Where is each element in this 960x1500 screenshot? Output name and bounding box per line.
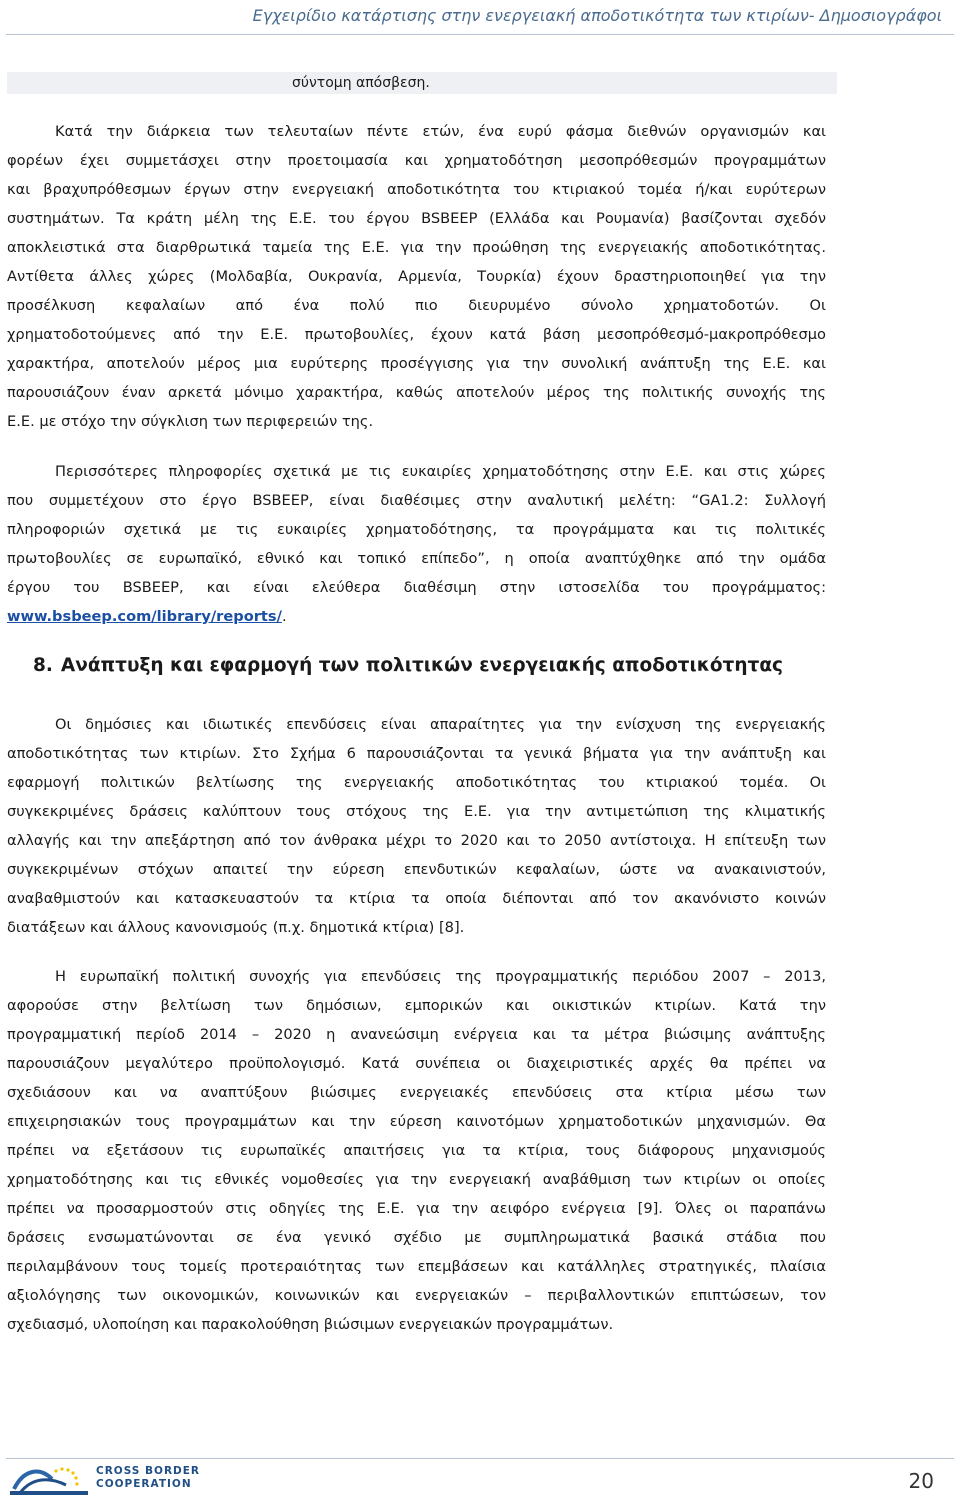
text-line: δράσεις ενσωματώνονται σε ένα γενικό σχέδιο με συμπληρωματικά βασικά στάδια που (7, 1229, 826, 1246)
header-title: Εγχειρίδιο κατάρτισης στην ενεργειακή αποδοτικότητα των κτιρίων- Δημοσιογράφοι (252, 6, 942, 25)
text-line: Η ευρωπαϊκή πολιτική συνοχής για επενδύσεις της προγραμματικής περιόδου 2007 – 2013, (55, 968, 826, 985)
text-line: αλλαγής και την απεξάρτηση από τον άνθρακα μέχρι το 2020 και το 2050 αντίστοιχα. Η επίτευξη των (7, 832, 826, 849)
text-line: Περισσότερες πληροφορίες σχετικά με τις ευκαιρίες χρηματοδότησης στην Ε.Ε. και στις χώρες (55, 463, 826, 480)
text-line: αξιολόγησης των οικονομικών, κοινωνικών και ενεργειακών – περιβαλλοντικών επιπτώσεων, τον (7, 1287, 826, 1304)
text-line: αναβαθμιστούν και κατασκευαστούν τα κτίρια τα οποία διέπονται από τον ακανόνιστο κοινών (7, 890, 826, 907)
text-line: πρωτοβουλίες σε ευρωπαϊκό, εθνικό και τοπικό επίπεδο”, η οποία αναπτύχθηκε από την ομάδα (7, 550, 826, 567)
text-line: έργου του BSBEEP, και είναι ελεύθερα διαθέσιμη στην ιστοσελίδα του προγράμματος: (7, 579, 826, 596)
paragraph-3 (7, 710, 826, 942)
text-line: συγκεκριμένες δράσεις καλύπτουν τους στόχους της Ε.Ε. για την αντιμετώπιση της κλιματικής (7, 803, 826, 820)
footer-brand-line1: CROSS BORDER (96, 1465, 201, 1477)
text-line: περιλαμβάνουν τους τομείς προτεραιότητας των επεμβάσεων και κατάλληλες στρατηγικές, πλαίσια (7, 1258, 826, 1275)
text-line: προσέλκυση κεφαλαίων από ένα πολύ πιο διευρυμένο σύνολο χρηματοδοτών. Οι (7, 297, 826, 314)
page-number: 20 (908, 1469, 934, 1493)
text-line: παρουσιάζουν έναν αρκετά μόνιμο χαρακτήρα, καθώς αποτελούν μέρος της πολιτικής συνοχής της (7, 384, 826, 401)
section-heading (33, 655, 783, 676)
text-line: συγκεκριμένων στόχων απαιτεί την εύρεση επενδυτικών κεφαλαίων, ώστε να ανακαινιστούν, (7, 861, 826, 878)
text-line: αφορούσε στην βελτίωση των δημόσιων, εμπορικών και οικιστικών κτιρίων. Κατά την (7, 997, 826, 1014)
text-line: διατάξεων και άλλους κανονισμούς (π.χ. δημοτικά κτίρια) [8]. (7, 919, 465, 936)
text-line: σχεδιασμό, υλοποίηση και παρακολούθηση βιώσιμων ενεργειακών προγραμμάτων. (7, 1316, 614, 1333)
text-line: συστημάτων. Τα κράτη μέλη της Ε.Ε. του έργου BSBEEP (Ελλάδα και Ρουμανία) βασίζονται σχεδόν (7, 210, 826, 227)
text-line: προγραμματική περίοδ 2014 – 2020 η ανανεώσιμη ενέργεια και τα μέτρα βιώσιμης ανάπτυξης (7, 1026, 826, 1043)
text-line: πληροφοριών σχετικά με τις ευκαιρίες χρηματοδότησης, τα προγράμματα και τις πολιτικές (7, 521, 826, 538)
section-number: 8. (33, 655, 53, 676)
text-line: αποδοτικότητας των κτιρίων. Στο Σχήμα 6 παρουσιάζονται τα γενικά βήματα για την ανάπτυξη και (7, 745, 826, 762)
text-line: επιχειρησιακών τους προγραμμάτων και την εύρεση καινοτόμων χρηματοδοτικών μηχανισμών. Θα (7, 1113, 826, 1130)
footer (6, 1463, 954, 1497)
header-divider (6, 34, 954, 35)
section-title: Ανάπτυξη και εφαρμογή των πολιτικών ενεργειακής αποδοτικότητας (60, 655, 784, 676)
text-line (7, 602, 826, 631)
text-line: Οι δημόσιες και ιδιωτικές επενδύσεις είναι απαραίτητες για την ενίσχυση της ενεργειακής (55, 716, 826, 733)
text-line: Αντίθετα άλλες χώρες (Μολδαβία, Ουκρανία, Αρμενία, Τουρκία) έχουν δραστηριοποιηθεί για την (7, 268, 826, 285)
text-line: πρέπει να εξετάσουν τις ευρωπαϊκές απαιτήσεις για τα κτίρια, τους διάφορους μηχανισμούς (7, 1142, 826, 1159)
snippet-text: σύντομη απόσβεση. (292, 75, 430, 91)
text-line: εφαρμογή πολιτικών βελτίωσης της ενεργειακής αποδοτικότητας του κτιριακού τομέα. Οι (7, 774, 826, 791)
text-line: Κατά την διάρκεια των τελευταίων πέντε ετών, ένα ευρύ φάσμα διεθνών οργανισμών και (55, 123, 826, 140)
paragraph-2 (7, 457, 826, 631)
paragraph-1 (7, 117, 826, 436)
text-line: Ε.Ε. με στόχο την σύγκλιση των περιφερειών της. (7, 413, 374, 430)
text-line: παρουσιάζουν μεγαλύτερο προϋπολογισμό. Κατά συνέπεια οι διαχειριστικές αρχές θα πρέπει να (7, 1055, 826, 1072)
footer-brand (96, 1465, 236, 1495)
text-line: χαρακτήρα, αποτελούν μέρος μια ευρύτερης προσέγγισης για την συνολική ανάπτυξη της Ε.Ε. και (7, 355, 826, 372)
text-line: χρηματοδότησης και τις εθνικές νομοθεσίες για την ενεργειακή αναβάθμιση των κτιρίων οι οποίες (7, 1171, 826, 1188)
text-line: που συμμετέχουν στο έργο BSBEEP, είναι διαθέσιμες στην αναλυτική μελέτη: “GA1.2: Συλλογή (7, 492, 826, 509)
link-suffix: . (281, 608, 287, 625)
reports-link[interactable]: www.bsbeep.com/library/reports/ (7, 608, 282, 625)
text-line: φορέων έχει συμμετάσχει στην προετοιμασία και χρηματοδότηση μεσοπρόθεσμών προγραμμάτων (7, 152, 826, 169)
footer-brand-line2: COOPERATION (96, 1478, 192, 1490)
text-line: και βραχυπρόθεσμων έργων στην ενεργειακή αποδοτικότητα του κτιριακού τομέα ή/και ευρύτερων (7, 181, 826, 198)
text-line: χρηματοδοτούμενες από την Ε.Ε. πρωτοβουλίες, έχουν κατά βάση μεσοπρόθεσμό-μακροπρόθεσμο (7, 326, 826, 343)
paragraph-4 (7, 962, 826, 1339)
footer-divider (6, 1458, 954, 1459)
text-line: αποκλειστικά στα διαρθρωτικά ταμεία της Ε.Ε. για την προώθηση της ενεργειακής αποδοτικότητας. (7, 239, 826, 256)
eu-cbc-logo-icon (10, 1463, 88, 1495)
text-line: πρέπει να προσαρμοστούν στις οδηγίες της Ε.Ε. για την αειφόρο ενέργεια [9]. Όλες οι παραπάνω (7, 1200, 826, 1217)
text-line: σχεδιάσουν και να αναπτύξουν βιώσιμες ενεργειακές επενδύσεις στα κτίρια μέσω των (7, 1084, 826, 1101)
